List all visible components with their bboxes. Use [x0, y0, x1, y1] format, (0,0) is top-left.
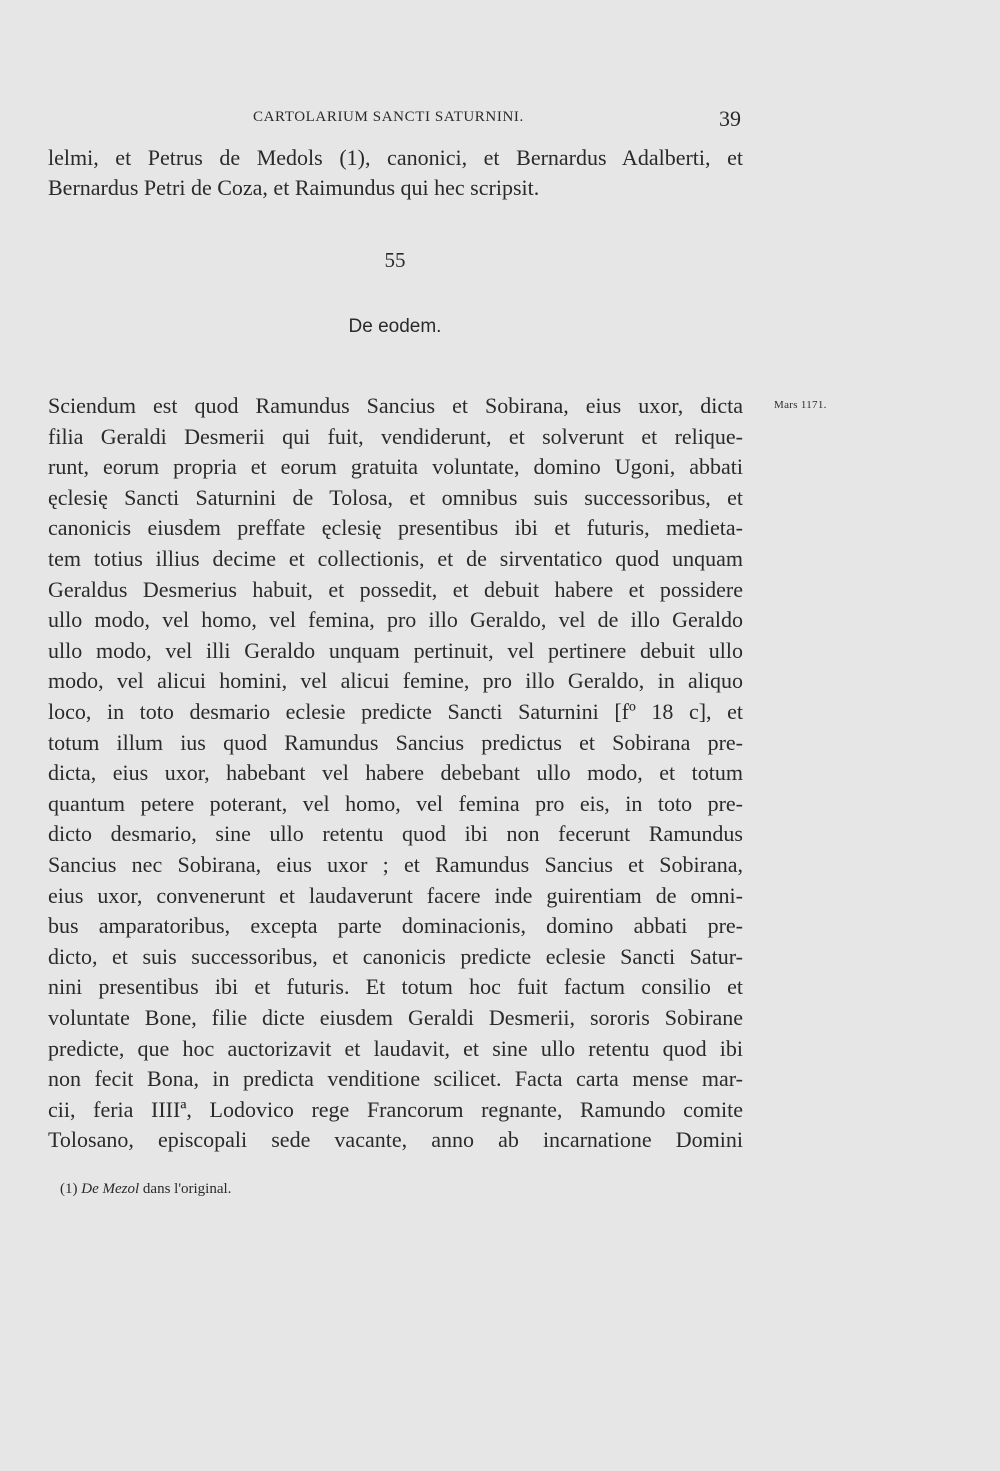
text-line: ullo modo, vel illi Geraldo unquam pertinuit, vel pertinere debuit ullo	[48, 637, 743, 663]
footnote-marker: (1)	[60, 1181, 78, 1197]
footnote-italic: De Mezol	[81, 1181, 140, 1197]
text-line: ęclesię Sancti Saturnini de Tolosa, et omnibus suis successoribus, et	[48, 484, 743, 510]
margin-date: Mars 1171.	[774, 399, 827, 411]
text-line: eius uxor, convenerunt et laudaverunt facere inde guirentiam de omni-	[48, 882, 743, 908]
footnote-text: dans l'original.	[142, 1181, 232, 1197]
text-line: voluntate Bone, filie dicte eiusdem Geraldi Desmerii, sororis Sobirane	[48, 1005, 743, 1030]
text-line: cii, feria IIIIª, Lodovico rege Francorum regnante, Ramundo comite	[48, 1096, 743, 1122]
text-line: Geraldus Desmerius habuit, et possedit, et debuit habere et possidere	[48, 576, 743, 602]
text-line: Bernardus Petri de Coza, et Raimundus qui hec scripsit.	[48, 175, 540, 200]
text-line: dicta, eius uxor, habebant vel habere debebant ullo modo, et totum	[48, 760, 743, 786]
text-line: quantum petere poterant, vel homo, vel femina pro eis, in toto pre-	[48, 790, 743, 816]
text-line: loco, in toto desmario eclesie predicte Sancti Saturnini [fº 18 c], et	[48, 699, 743, 724]
text-line: modo, vel alicui homini, vel alicui femine, pro illo Geraldo, in aliquo	[48, 668, 743, 694]
text-line: nini presentibus ibi et futuris. Et totum hoc fuit factum consilio et	[48, 974, 743, 1000]
text-line: Tolosano, episcopali sede vacante, anno ab incarnatione Domini	[48, 1127, 743, 1153]
text-line: ullo modo, vel homo, vel femina, pro illo Geraldo, vel de illo Geraldo	[48, 607, 743, 633]
text-line: non fecit Bona, in predicta venditione scilicet. Facta carta mense mar-	[48, 1066, 743, 1092]
page-header	[0, 106, 1000, 134]
text-line: canonicis eiusdem preffate ęclesię presentibus ibi et futuris, medieta-	[48, 515, 743, 541]
text-line: totum illum ius quod Ramundus Sancius predictus et Sobirana pre-	[48, 729, 743, 755]
text-line: predicte, que hoc auctorizavit et laudavit, et sine ullo retentu quod ibi	[48, 1035, 743, 1061]
text-line: filia Geraldi Desmerii qui fuit, vendiderunt, et solverunt et relique-	[48, 423, 743, 449]
text-line: Sciendum est quod Ramundus Sancius et Sobirana, eius uxor, dicta	[48, 393, 743, 418]
text-line: dicto, et suis successoribus, et canonicis predicte eclesie Sancti Satur-	[48, 943, 743, 969]
document-title: De eodem.	[348, 316, 442, 337]
running-head: CARTOLARIUM SANCTI SATURNINI.	[253, 109, 524, 125]
text-line: dicto desmario, sine ullo retentu quod ibi non fecerunt Ramundus	[48, 821, 743, 847]
footnote	[60, 1181, 231, 1198]
page-number: 39	[719, 106, 741, 131]
text-line: runt, eorum propria et eorum gratuita voluntate, domino Ugoni, abbati	[48, 454, 743, 480]
text-line: Sancius nec Sobirana, eius uxor ; et Ramundus Sancius et Sobirana,	[48, 852, 743, 877]
text-line: bus amparatoribus, excepta parte dominacionis, domino abbati pre-	[48, 913, 743, 939]
document-number: 55	[384, 248, 406, 272]
text-line: tem totius illius decime et collectionis, et de sirventatico quod unquam	[48, 546, 743, 571]
text-line: lelmi, et Petrus de Medols (1), canonici, et Bernardus Adalberti, et	[48, 145, 743, 170]
